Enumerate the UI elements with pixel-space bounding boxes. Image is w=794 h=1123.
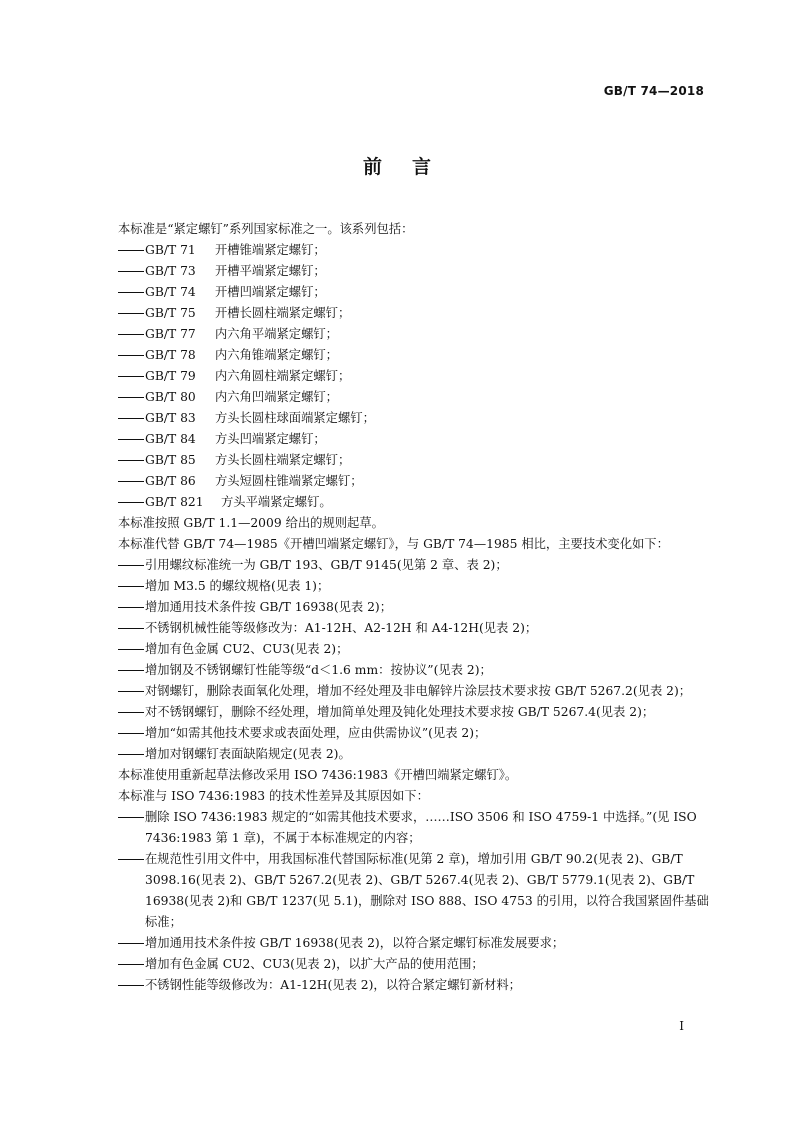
series-code: GB/T 821 xyxy=(145,495,204,509)
series-list xyxy=(118,240,710,513)
series-name: 内六角凹端紧定螺钉； xyxy=(215,390,338,404)
difference-item-text: 增加有色金属 CU2、CU3(见表 2)，以扩大产品的使用范围； xyxy=(145,957,484,971)
series-item xyxy=(118,471,710,492)
series-item xyxy=(118,261,710,282)
change-item xyxy=(118,744,710,765)
difference-item-text: 不锈钢性能等级修改为：A1-12H(见表 2)，以符合紧定螺钉新材料； xyxy=(145,978,521,992)
series-name: 方头长圆柱球面端紧定螺钉； xyxy=(215,411,375,425)
series-code: GB/T 85 xyxy=(145,453,196,467)
differences-intro: 本标准与 ISO 7436:1983 的技术性差异及其原因如下： xyxy=(118,789,429,803)
change-item-text: 引用螺纹标准统一为 GB/T 193、GB/T 9145(见第 2 章、表 2)； xyxy=(145,558,508,572)
change-item xyxy=(118,618,710,639)
difference-item xyxy=(118,807,710,849)
page-title: 前言 xyxy=(362,156,461,178)
standard-code: GB/T 74—2018 xyxy=(603,84,704,98)
change-item-text: 增加通用技术条件按 GB/T 16938(见表 2)； xyxy=(145,600,393,614)
change-item xyxy=(118,681,710,702)
series-name: 开槽锥端紧定螺钉； xyxy=(215,243,326,257)
series-code: GB/T 71 xyxy=(145,243,196,257)
series-code: GB/T 73 xyxy=(145,264,196,278)
difference-item-text: 在规范性引用文件中，用我国标准代替国际标准(见第 2 章)，增加引用 GB/T 90.2(见表 2)、GB/T 3098.16(见表 2)、GB/T 5267.2(见表 2)、GB/T 5267.4(见表 2)、GB/T 5779.1(见表 2)、GB/T 16938(见表 2)和 GB/T 1237(见 5.1)，删除对 ISO 888、ISO 4753 的引用，以符合我国紧固件基础标准； xyxy=(145,852,709,929)
redraft-paragraph: 本标准使用重新起草法修改采用 ISO 7436:1983《开槽凹端紧定螺钉》。 xyxy=(118,768,518,782)
change-item xyxy=(118,639,710,660)
change-item-text: 对钢螺钉，删除表面氧化处理，增加不经处理及非电解锌片涂层技术要求按 GB/T 5267.2(见表 2)； xyxy=(145,684,692,698)
series-item xyxy=(118,366,710,387)
change-item xyxy=(118,660,710,681)
series-item xyxy=(118,240,710,261)
difference-item xyxy=(118,975,710,996)
difference-item-text: 删除 ISO 7436:1983 规定的“如需其他技术要求，……ISO 3506 和 ISO 4759-1 中选择。”(见 ISO 7436:1983 第 1 章)，不属于本标准规定的内容； xyxy=(145,810,697,845)
series-name: 内六角平端紧定螺钉； xyxy=(215,327,338,341)
change-item xyxy=(118,723,710,744)
series-item xyxy=(118,408,710,429)
series-code: GB/T 74 xyxy=(145,285,196,299)
change-item-text: 增加“如需其他技术要求或表面处理，应由供需协议”(见表 2)； xyxy=(145,726,487,740)
series-name: 内六角锥端紧定螺钉； xyxy=(215,348,338,362)
series-name: 开槽凹端紧定螺钉； xyxy=(215,285,326,299)
series-code: GB/T 80 xyxy=(145,390,196,404)
difference-item xyxy=(118,933,710,954)
series-item xyxy=(118,324,710,345)
series-code: GB/T 79 xyxy=(145,369,196,383)
series-code: GB/T 75 xyxy=(145,306,196,320)
series-item xyxy=(118,387,710,408)
change-item-text: 不锈钢机械性能等级修改为：A1-12H、A2-12H 和 A4-12H(见表 2)； xyxy=(145,621,538,635)
series-name: 开槽长圆柱端紧定螺钉； xyxy=(215,306,351,320)
series-code: GB/T 77 xyxy=(145,327,196,341)
changes-list xyxy=(118,555,710,765)
change-item xyxy=(118,702,710,723)
series-name: 方头长圆柱端紧定螺钉； xyxy=(215,453,351,467)
differences-list xyxy=(118,807,710,996)
replaces-paragraph: 本标准代替 GB/T 74—1985《开槽凹端紧定螺钉》，与 GB/T 74—1985 相比，主要技术变化如下： xyxy=(118,537,669,551)
foreword-body xyxy=(118,219,710,996)
difference-item xyxy=(118,849,710,933)
change-item-text: 增加对钢螺钉表面缺陷规定(见表 2)。 xyxy=(145,747,351,761)
page-number: I xyxy=(679,1019,684,1033)
series-item xyxy=(118,429,710,450)
series-item xyxy=(118,345,710,366)
change-item-text: 增加钢及不锈钢螺钉性能等级“d＜1.6 mm：按协议”(见表 2)； xyxy=(145,663,492,677)
series-name: 方头凹端紧定螺钉； xyxy=(215,432,326,446)
difference-item xyxy=(118,954,710,975)
difference-item-text: 增加通用技术条件按 GB/T 16938(见表 2)，以符合紧定螺钉标准发展要求； xyxy=(145,936,565,950)
series-code: GB/T 83 xyxy=(145,411,196,425)
change-item-text: 增加有色金属 CU2、CU3(见表 2)； xyxy=(145,642,349,656)
series-code: GB/T 78 xyxy=(145,348,196,362)
change-item xyxy=(118,555,710,576)
change-item-text: 对不锈钢螺钉，删除不经处理，增加简单处理及钝化处理技术要求按 GB/T 5267.4(见表 2)； xyxy=(145,705,655,719)
change-item xyxy=(118,597,710,618)
series-code: GB/T 84 xyxy=(145,432,196,446)
series-name: 方头短圆柱锥端紧定螺钉； xyxy=(215,474,363,488)
intro-paragraph: 本标准是“紧定螺钉”系列国家标准之一。该系列包括： xyxy=(118,222,414,236)
series-code: GB/T 86 xyxy=(145,474,196,488)
series-item xyxy=(118,282,710,303)
change-item-text: 增加 M3.5 的螺纹规格(见表 1)； xyxy=(145,579,330,593)
series-item xyxy=(118,303,710,324)
series-item xyxy=(118,492,710,513)
series-name: 内六角圆柱端紧定螺钉； xyxy=(215,369,351,383)
series-item xyxy=(118,450,710,471)
change-item xyxy=(118,576,710,597)
series-name: 开槽平端紧定螺钉； xyxy=(215,264,326,278)
drafting-rule: 本标准按照 GB/T 1.1—2009 给出的规则起草。 xyxy=(118,516,384,530)
series-name: 方头平端紧定螺钉。 xyxy=(221,495,332,509)
